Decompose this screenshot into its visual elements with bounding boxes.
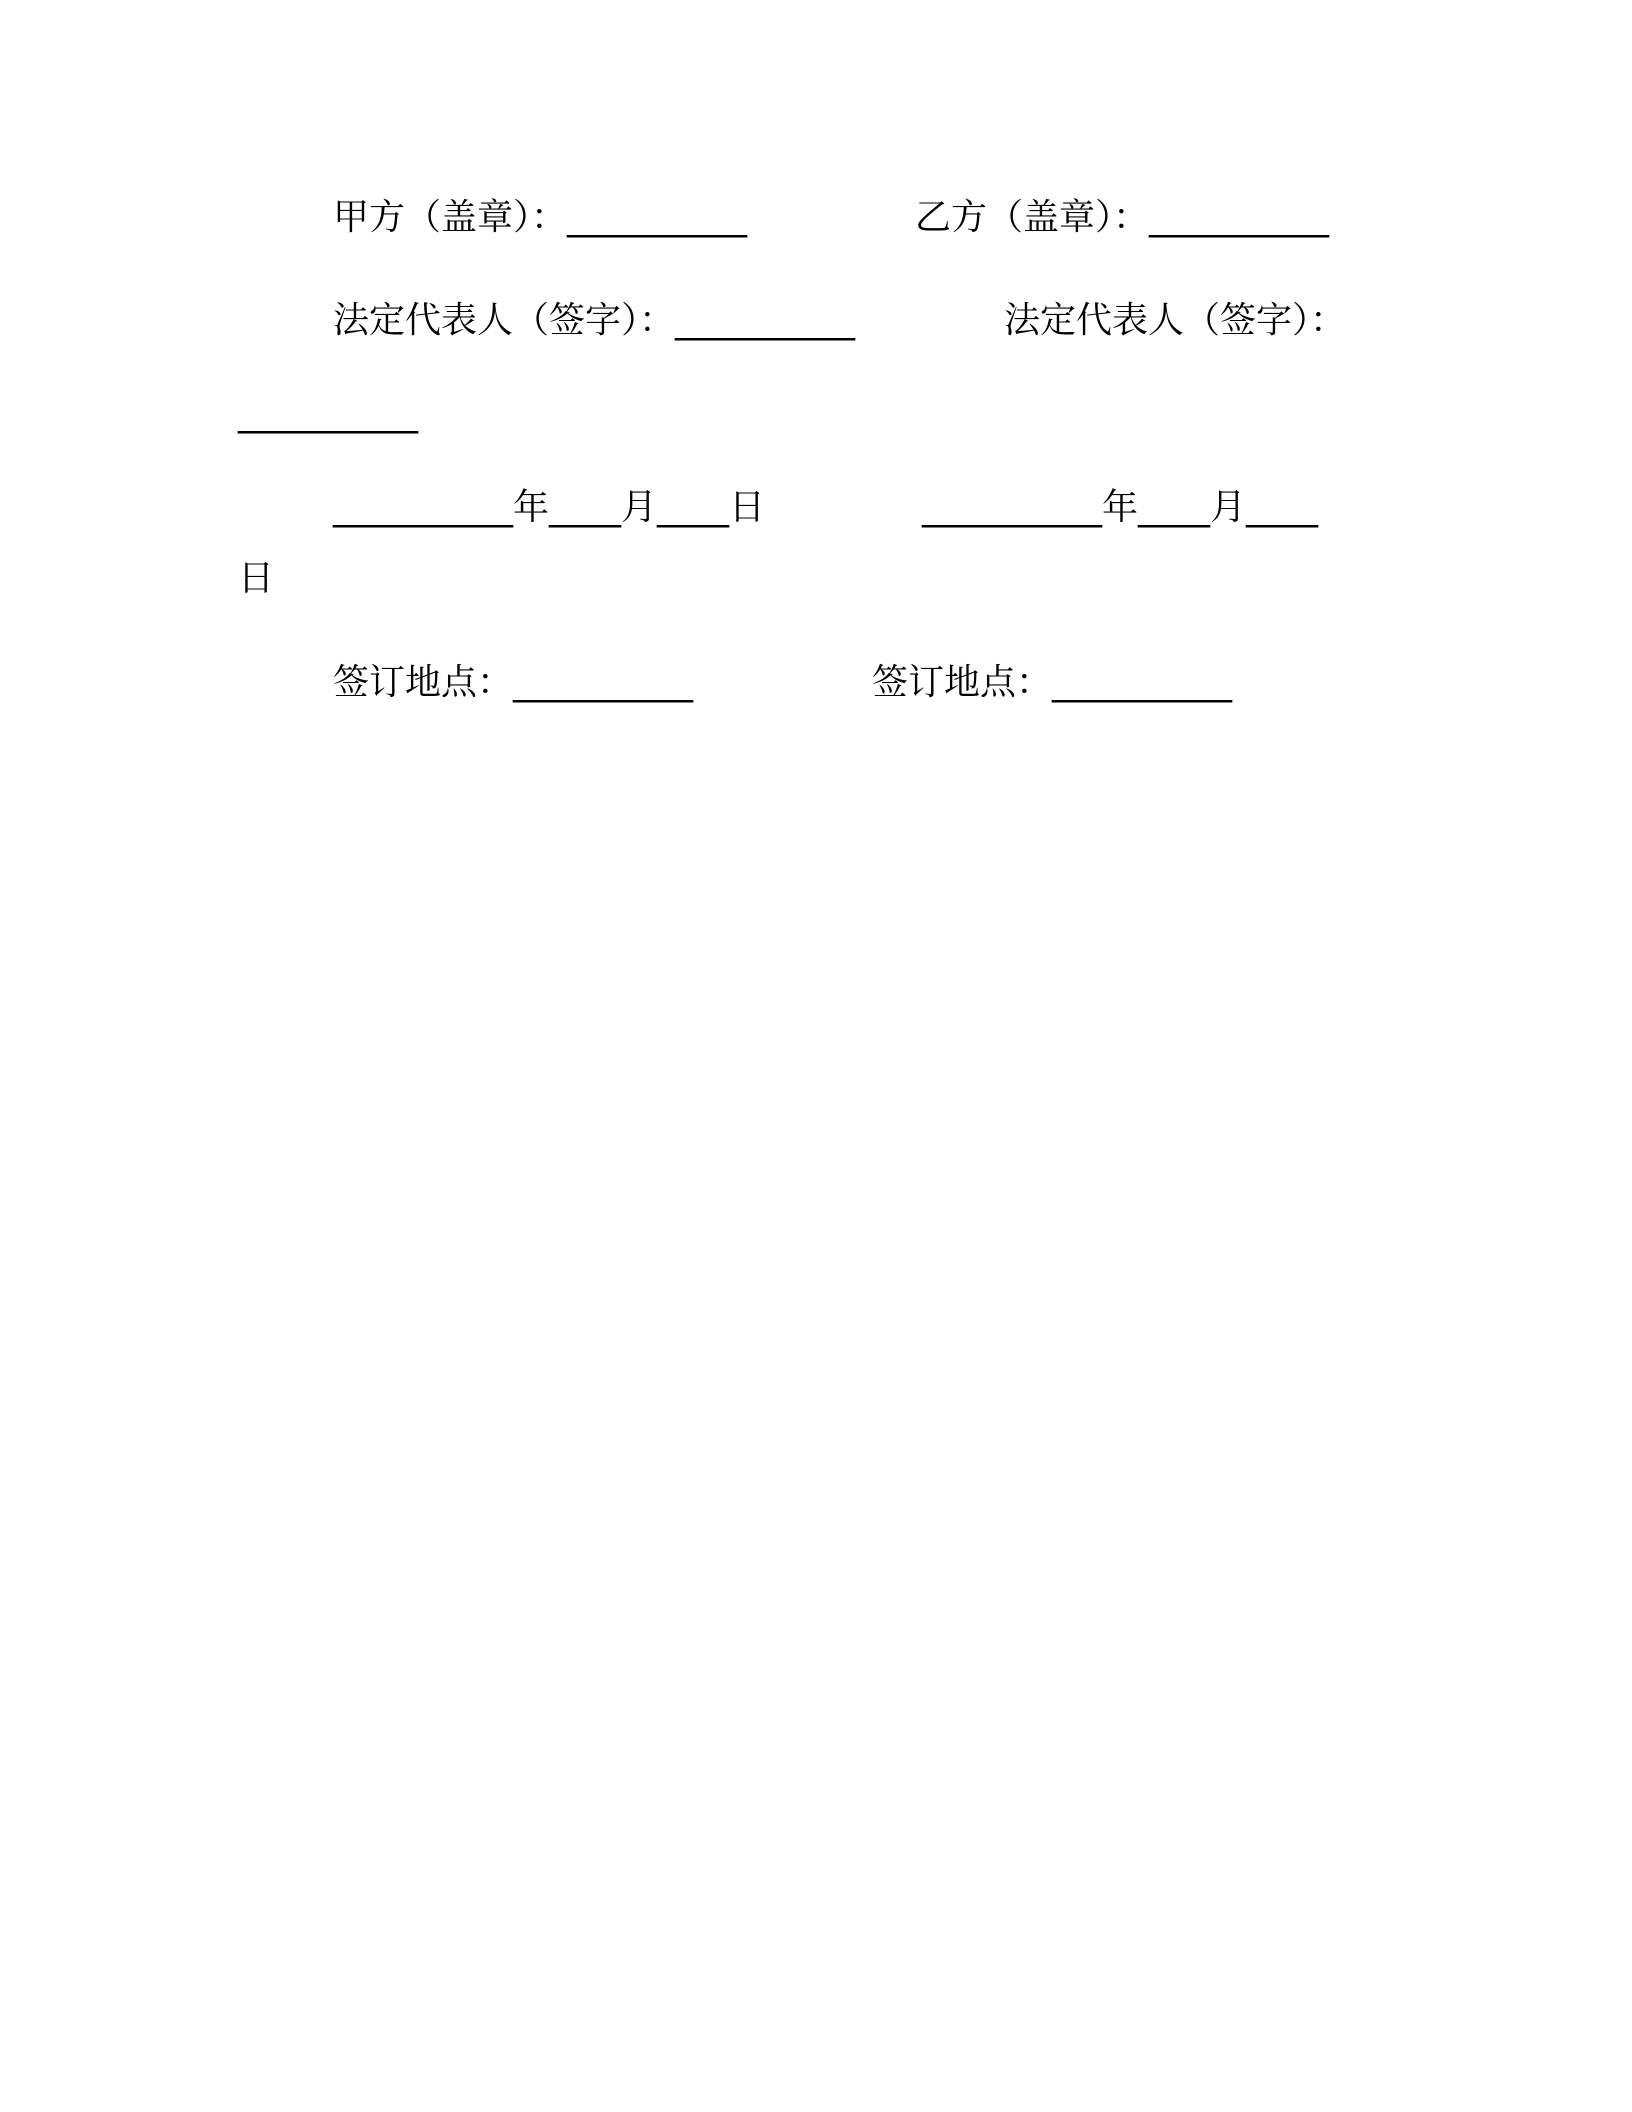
party-b-signing-place-line: 签订地点：__________ <box>872 662 1233 703</box>
party-b-representative-label: 法定代表人（签字）： <box>1004 300 1347 341</box>
party-b-seal-line: 乙方（盖章）：__________ <box>915 197 1330 238</box>
party-a-representative-line: 法定代表人（签字）：__________ <box>333 300 856 341</box>
party-a-seal-line: 甲方（盖章）：__________ <box>333 197 748 238</box>
party-b-date-day: 日 <box>238 558 275 599</box>
party-b-representative-blank: __________ <box>238 393 418 434</box>
party-a-date-line: __________年____月____日 <box>333 487 765 528</box>
party-a-signing-place-line: 签订地点：__________ <box>333 662 694 703</box>
party-b-date-line: __________年____月____ <box>922 487 1318 528</box>
